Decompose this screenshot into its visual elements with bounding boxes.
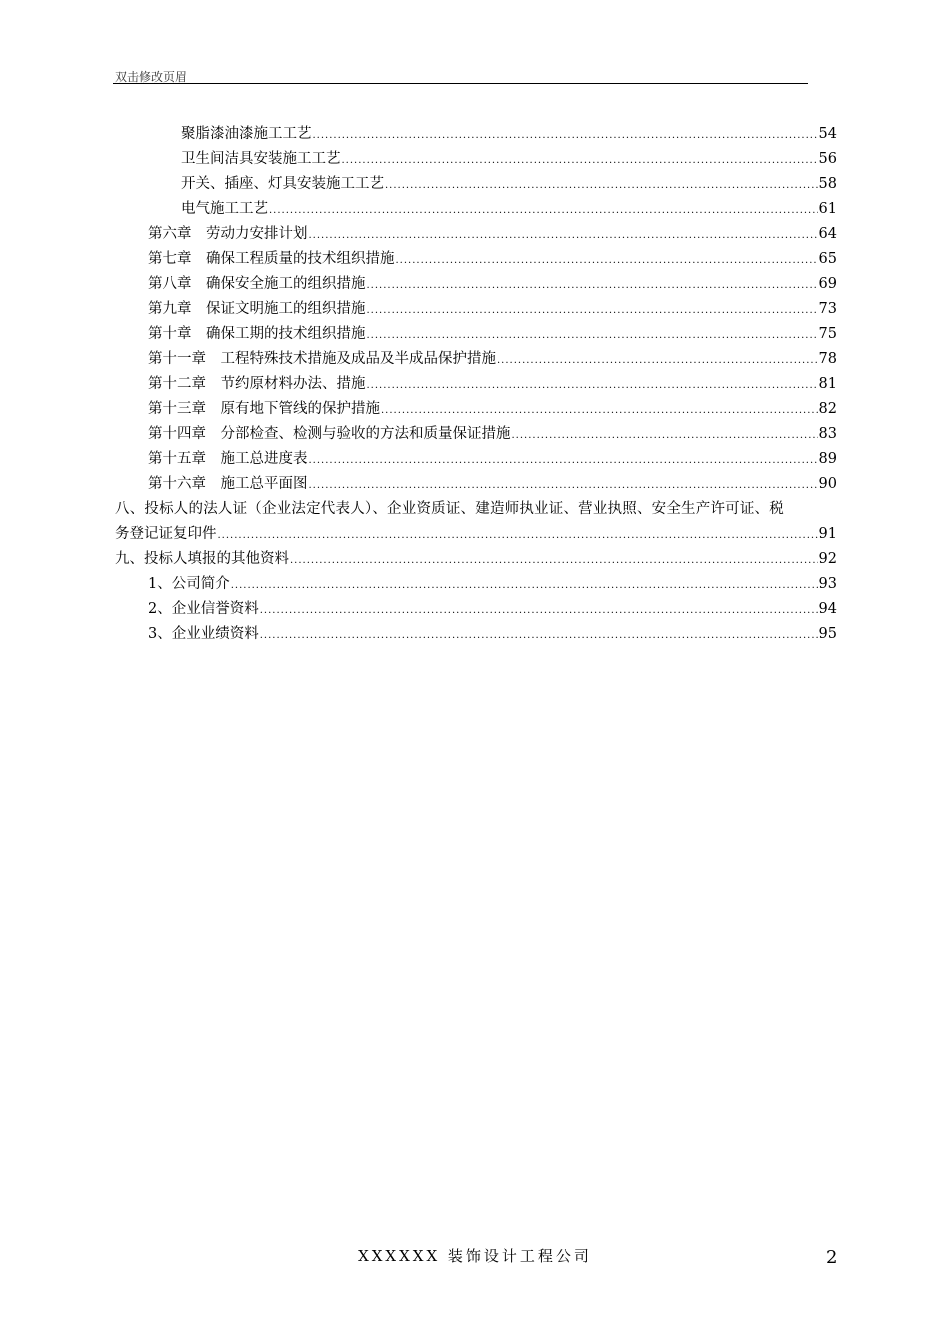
toc-entry-title: 第九章 保证文明施工的组织措施 [148, 301, 366, 317]
toc-entry-page: 56 [818, 151, 837, 167]
toc-entry-title: 第十四章 分部检查、检测与验收的方法和质量保证措施 [148, 426, 511, 442]
toc-entry-title: 2、企业信誉资料 [148, 601, 259, 617]
toc-entry[interactable] [115, 247, 837, 272]
toc-dot-leader [367, 373, 818, 398]
toc-entry[interactable] [115, 272, 837, 297]
toc-dot-leader [367, 298, 818, 323]
toc-entry-title: 第六章 劳动力安排计划 [148, 226, 308, 242]
toc-entry-title: 卫生间洁具安装施工工艺 [181, 151, 341, 167]
toc-entry[interactable] [115, 397, 837, 422]
toc-entry[interactable] [115, 172, 837, 197]
toc-entry[interactable] [115, 222, 837, 247]
page-header-text[interactable]: 双击修改页眉 [115, 70, 188, 84]
toc-entry[interactable] [115, 597, 837, 622]
toc-entry-title: 第八章 确保安全施工的组织措施 [148, 276, 366, 292]
toc-dot-leader [231, 573, 818, 598]
toc-entry-title: 第十三章 原有地下管线的保护措施 [148, 401, 380, 417]
toc-entry[interactable] [115, 122, 837, 147]
toc-entry-page: 65 [818, 251, 837, 267]
toc-entry-page: 73 [818, 301, 837, 317]
toc-entry-page: 82 [818, 401, 837, 417]
toc-dot-leader [269, 198, 818, 223]
toc-dot-leader [218, 523, 818, 548]
footer-company-name: XXXXXX 装饰设计工程公司 [358, 1247, 592, 1265]
toc-dot-leader [381, 398, 818, 423]
toc-entry-page: 78 [818, 351, 837, 367]
toc-dot-leader [290, 548, 818, 573]
toc-dot-leader [396, 248, 818, 273]
toc-dot-leader [367, 323, 818, 348]
toc-entry-title: 第十六章 施工总平面图 [148, 476, 308, 492]
toc-dot-leader [367, 273, 818, 298]
toc-entry-title: 电气施工工艺 [181, 201, 268, 217]
toc-entry[interactable] [115, 372, 837, 397]
toc-entry-page: 81 [818, 376, 837, 392]
toc-entry[interactable] [115, 322, 837, 347]
toc-entry-page: 83 [818, 426, 837, 442]
toc-entry-title: 开关、插座、灯具安装施工工艺 [181, 176, 384, 192]
table-of-contents [115, 122, 837, 647]
toc-dot-leader [260, 623, 818, 648]
toc-entry[interactable] [115, 297, 837, 322]
header-rule [113, 83, 808, 84]
toc-entry-title: 九、投标人填报的其他资料 [115, 551, 289, 567]
toc-dot-leader [512, 423, 818, 448]
toc-entry-page: 90 [818, 476, 837, 492]
toc-dot-leader [497, 348, 818, 373]
toc-entry-title: 1、公司简介 [148, 576, 230, 592]
footer-page-number: 2 [826, 1247, 838, 1268]
toc-entry-title: 第十一章 工程特殊技术措施及成品及半成品保护措施 [148, 351, 496, 367]
toc-entry-title: 第十五章 施工总进度表 [148, 451, 308, 467]
toc-entry[interactable] [115, 422, 837, 447]
toc-entry-page: 89 [818, 451, 837, 467]
toc-entry[interactable] [115, 622, 837, 647]
toc-entry[interactable] [115, 497, 837, 547]
toc-entry-title: 3、企业业绩资料 [148, 626, 259, 642]
toc-entry-title: 务登记证复印件 [115, 526, 217, 542]
toc-entry-page: 92 [818, 551, 837, 567]
toc-entry-page: 58 [818, 176, 837, 192]
toc-entry-page: 61 [818, 201, 837, 217]
toc-entry-title: 第十二章 节约原材料办法、措施 [148, 376, 366, 392]
toc-entry-page: 75 [818, 326, 837, 342]
toc-entry-title: 第七章 确保工程质量的技术组织措施 [148, 251, 395, 267]
toc-entry-page: 91 [818, 526, 837, 542]
toc-entry[interactable] [115, 147, 837, 172]
toc-entry-page: 95 [818, 626, 837, 642]
toc-entry-page: 94 [818, 601, 837, 617]
toc-entry[interactable] [115, 547, 837, 572]
toc-entry-page: 93 [818, 576, 837, 592]
toc-entry-title-line: 八、投标人的法人证（企业法定代表人）、企业资质证、建造师执业证、营业执照、安全生产许可证、税 [115, 501, 784, 517]
toc-dot-leader [309, 448, 818, 473]
toc-entry-title: 聚脂漆油漆施工工艺 [181, 126, 312, 142]
toc-entry-page: 64 [818, 226, 837, 242]
toc-entry[interactable] [115, 572, 837, 597]
toc-entry-page: 69 [818, 276, 837, 292]
toc-dot-leader [309, 473, 818, 498]
toc-dot-leader [313, 123, 818, 148]
toc-dot-leader [260, 598, 818, 623]
toc-entry[interactable] [115, 447, 837, 472]
toc-dot-leader [309, 223, 818, 248]
toc-entry[interactable] [115, 347, 837, 372]
toc-entry-page: 54 [818, 126, 837, 142]
toc-entry[interactable] [115, 472, 837, 497]
toc-entry-title: 第十章 确保工期的技术组织措施 [148, 326, 366, 342]
toc-dot-leader [342, 148, 818, 173]
toc-dot-leader [385, 173, 818, 198]
toc-entry[interactable] [115, 197, 837, 222]
